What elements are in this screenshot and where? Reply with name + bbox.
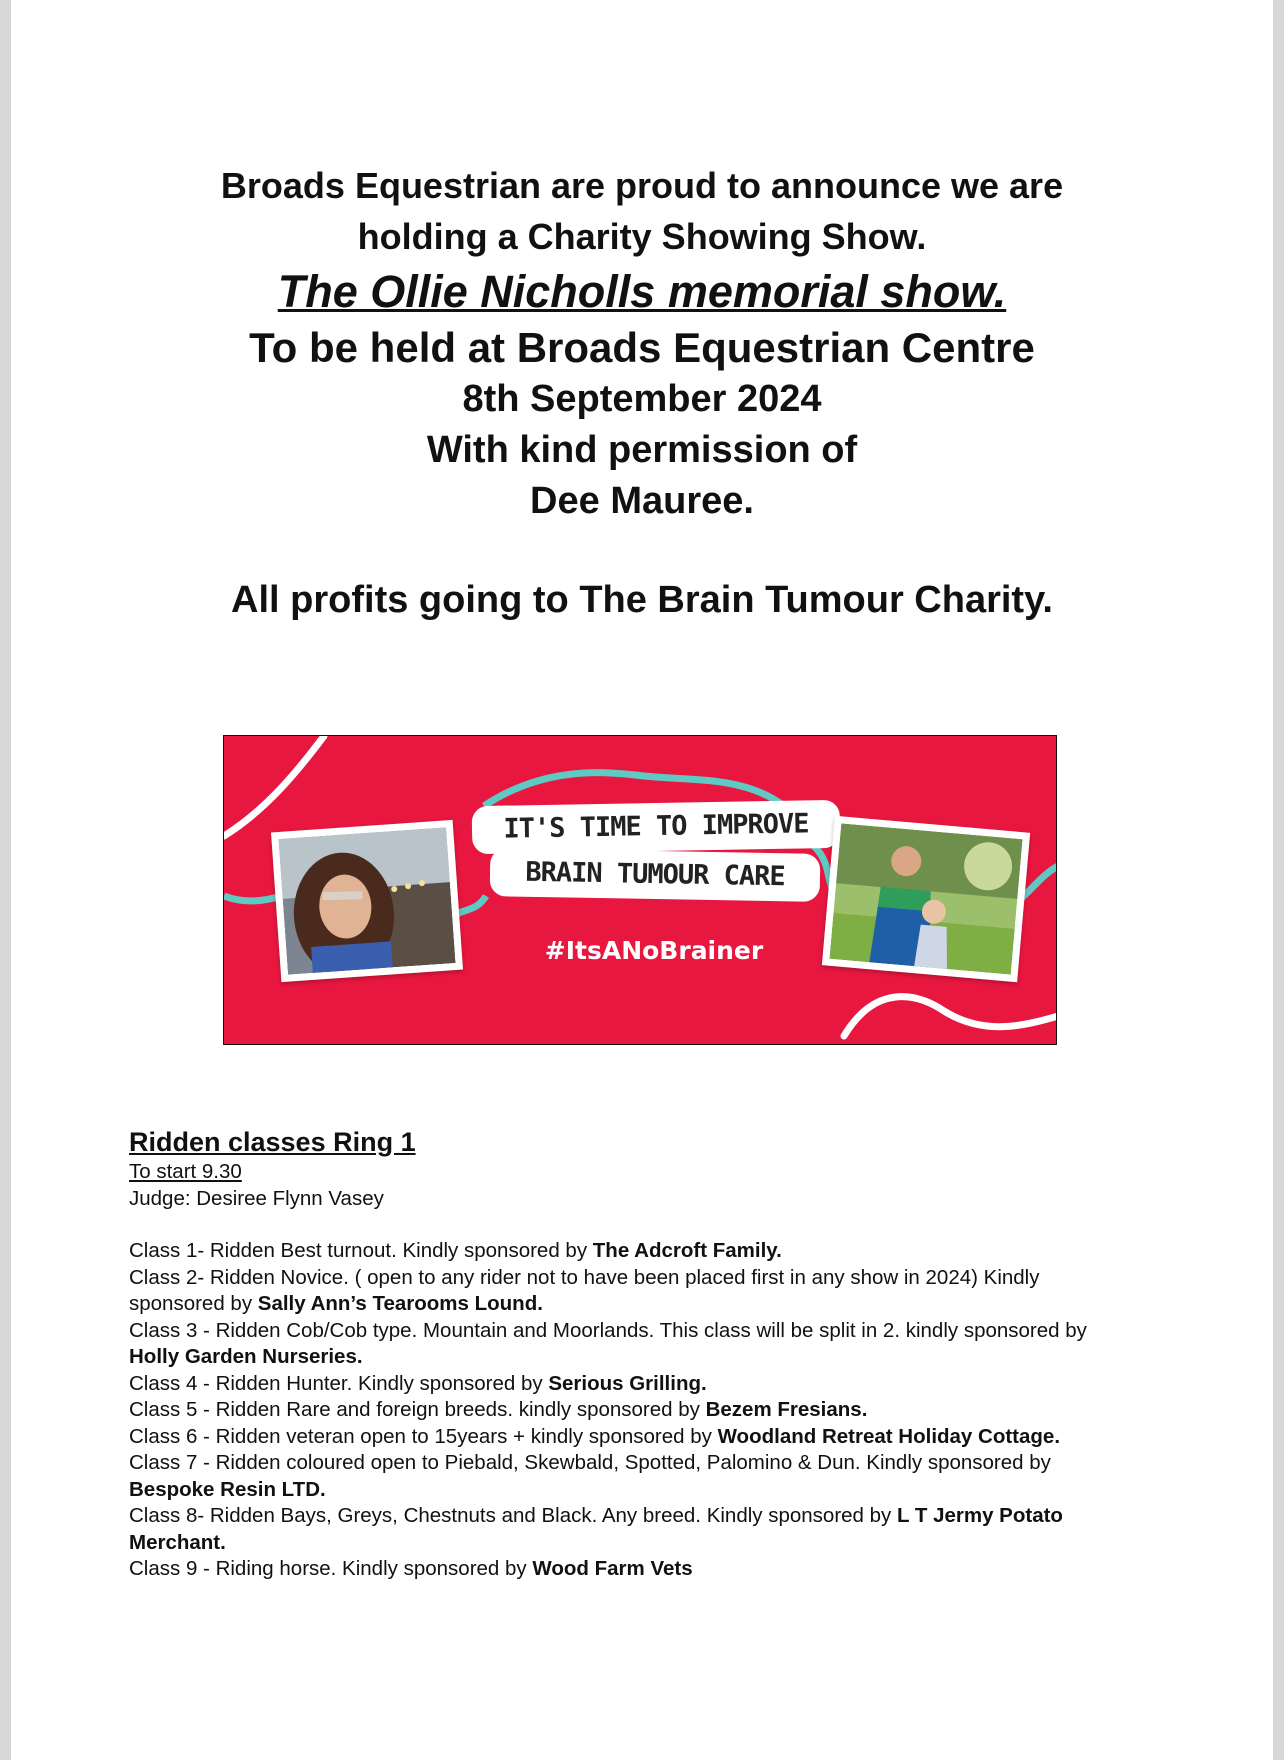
section-title: Ridden classes Ring 1	[129, 1127, 416, 1157]
class-description: Class 6 - Ridden veteran open to 15years + kindly sponsored by	[129, 1424, 718, 1448]
class-sponsor: Sally Ann’s Tearooms Lound.	[257, 1292, 543, 1315]
banner-hashtag: #ItsANoBrainer	[544, 936, 764, 965]
banner-bubble-line-1: IT'S TIME TO IMPROVE	[472, 800, 841, 854]
class-sponsor: The Adcroft Family.	[592, 1239, 782, 1262]
class-sponsor: L T Jermy Potato Merchant.	[129, 1504, 1063, 1554]
venue-line: To be held at Broads Equestrian Centre	[249, 324, 1035, 371]
class-description: Class 5 - Ridden Rare and foreign breeds. kindly sponsored by	[129, 1398, 706, 1421]
show-title: The Ollie Nicholls memorial show.	[277, 266, 1007, 317]
announcement-heading	[11, 160, 1273, 626]
class-description: Class 8- Ridden Bays, Greys, Chestnuts and Black. Any breed. Kindly sponsored by	[129, 1504, 897, 1527]
banner-bubble-line-2: BRAIN TUMOUR CARE	[490, 848, 821, 902]
banner-photo-woman	[271, 820, 463, 982]
announcement-line-1: Broads Equestrian are proud to announce we are	[220, 165, 1064, 206]
class-sponsor: Woodland Retreat Holiday Cottage.	[717, 1424, 1061, 1448]
class-description: Class 7 - Ridden coloured open to Piebald, Skewbald, Spotted, Palomino & Dun. Kindly sponsored by	[129, 1451, 1051, 1474]
class-item	[129, 1318, 1139, 1371]
permission-line-1: With kind permission of	[426, 429, 858, 471]
class-item	[129, 1371, 1139, 1398]
class-description: Class 9 - Riding horse. Kindly sponsored by	[129, 1557, 533, 1580]
class-item	[129, 1397, 1139, 1424]
announcement-line-2: holding a Charity Showing Show.	[357, 216, 927, 257]
class-description: Class 2- Ridden Novice. ( open to any rider not to have been placed first in any show in 2024) Kindly sponsored by	[129, 1265, 1040, 1315]
ridden-classes-section	[129, 1125, 1139, 1583]
profits-line: All profits going to The Brain Tumour Charity.	[231, 579, 1053, 621]
woman-portrait-image	[278, 827, 455, 974]
poster-page	[11, 0, 1273, 1760]
permission-line-2: Dee Mauree.	[530, 480, 754, 522]
start-time: To start 9.30	[129, 1160, 242, 1183]
class-item	[129, 1424, 1139, 1451]
class-item	[129, 1265, 1139, 1318]
judge-line: Judge: Desiree Flynn Vasey	[129, 1186, 384, 1210]
charity-banner	[223, 735, 1057, 1045]
class-sponsor: Holly Garden Nurseries.	[129, 1345, 363, 1368]
show-date: 8th September 2024	[462, 378, 822, 420]
class-item	[129, 1238, 1139, 1265]
class-sponsor: Serious Grilling.	[548, 1371, 707, 1395]
class-description: Class 3 - Ridden Cob/Cob type. Mountain and Moorlands. This class will be split in 2. kindly sponsored by	[129, 1318, 1087, 1342]
class-list	[129, 1238, 1139, 1583]
class-item	[129, 1450, 1139, 1503]
class-description: Class 1- Ridden Best turnout. Kindly sponsored by	[129, 1239, 593, 1262]
banner-photo-children	[822, 816, 1030, 983]
class-item	[129, 1503, 1139, 1556]
class-item	[129, 1556, 1139, 1583]
children-portrait-image	[829, 823, 1022, 974]
class-sponsor: Bespoke Resin LTD.	[129, 1477, 326, 1501]
class-description: Class 4 - Ridden Hunter. Kindly sponsored by	[129, 1371, 549, 1395]
class-sponsor: Wood Farm Vets	[532, 1557, 693, 1580]
class-sponsor: Bezem Fresians.	[705, 1398, 868, 1421]
